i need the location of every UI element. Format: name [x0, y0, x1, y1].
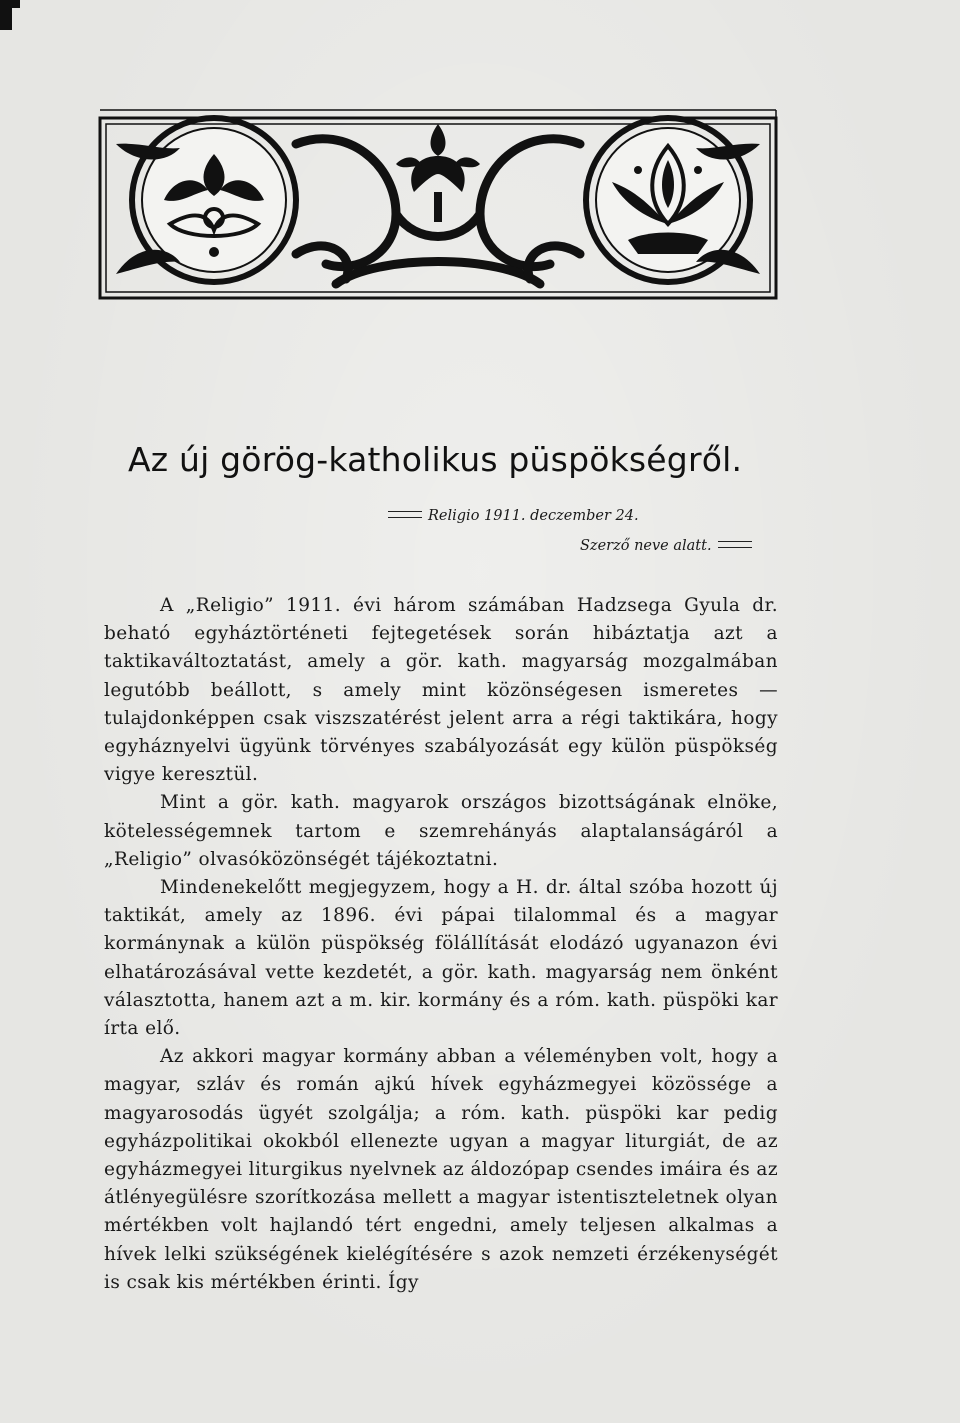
author-line: [580, 538, 758, 554]
paragraph-1: A „Religio” 1911. évi három számában Hadzsega Gyula dr. beható egyháztörténeti fejtegetések során hibáztatja azt a taktikaváltoztatást, amely a gör. kath. magyarság mozgalmában legutóbb beállott, s amely mint közönségesen ismeretes — tulajdonképpen csak viszszatérést jelent arra a régi taktikára, hogy egyháznyelvi ügyünk törvényes szabályozását egy külön püspökség vigye keresztül.: [104, 595, 778, 786]
paragraph-2: Mint a gör. kath. magyarok országos bizottságának elnöke, kötelességemnek tartom e szemrehányás alaptalanságáról a „Religio” olvasóközönségét tájékoztatni.: [104, 792, 778, 870]
decorative-headpiece: [96, 104, 780, 300]
article-title: Az új görög-katholikus püspökségről.: [128, 440, 743, 479]
double-rule-left: [388, 511, 422, 518]
paragraph-3: Mindenekelőtt megjegyzem, hogy a H. dr. által szóba hozott új taktikát, amely az 1896. évi pápai tilalommal és a magyar kormánynak a külön püspökség fölállítását elodázó ugyanazon évi elhatározásával vette kezdetét, a gör. kath. magyarság nem önként választotta, hanem azt a m. kir. kormány és a róm. kath. püspöki kar írta elő.: [104, 877, 778, 1040]
article-body: [104, 592, 778, 1297]
source-line: [382, 508, 639, 524]
author-text: Szerző neve alatt.: [580, 538, 712, 554]
paragraph-4: Az akkori magyar kormány abban a véleményben volt, hogy a magyar, szláv és román ajkú hívek egyházmegyei közössége a magyarosodás ügyét szolgálja; a róm. kath. püspöki kar pedig egyházpolitikai okokból ellenezte ugyan a magyar liturgiát, de az egyházmegyei liturgikus nyelvnek az áldozópap csendes imáira és az átlényegülésre szorítkozása mellett a magyar istentiszteletnek olyan mértékben volt hajlandó tért engedni, amely teljesen alkalmas a hívek lelki szükségének kielégítésére s azok nemzeti érzékenységét is csak kis mértékben érinti. Így: [104, 1046, 778, 1293]
double-rule-right: [718, 541, 752, 548]
source-text: Religio 1911. deczember 24.: [428, 508, 639, 524]
central-fleur: [396, 124, 480, 222]
scan-corner-mark: [0, 0, 20, 30]
